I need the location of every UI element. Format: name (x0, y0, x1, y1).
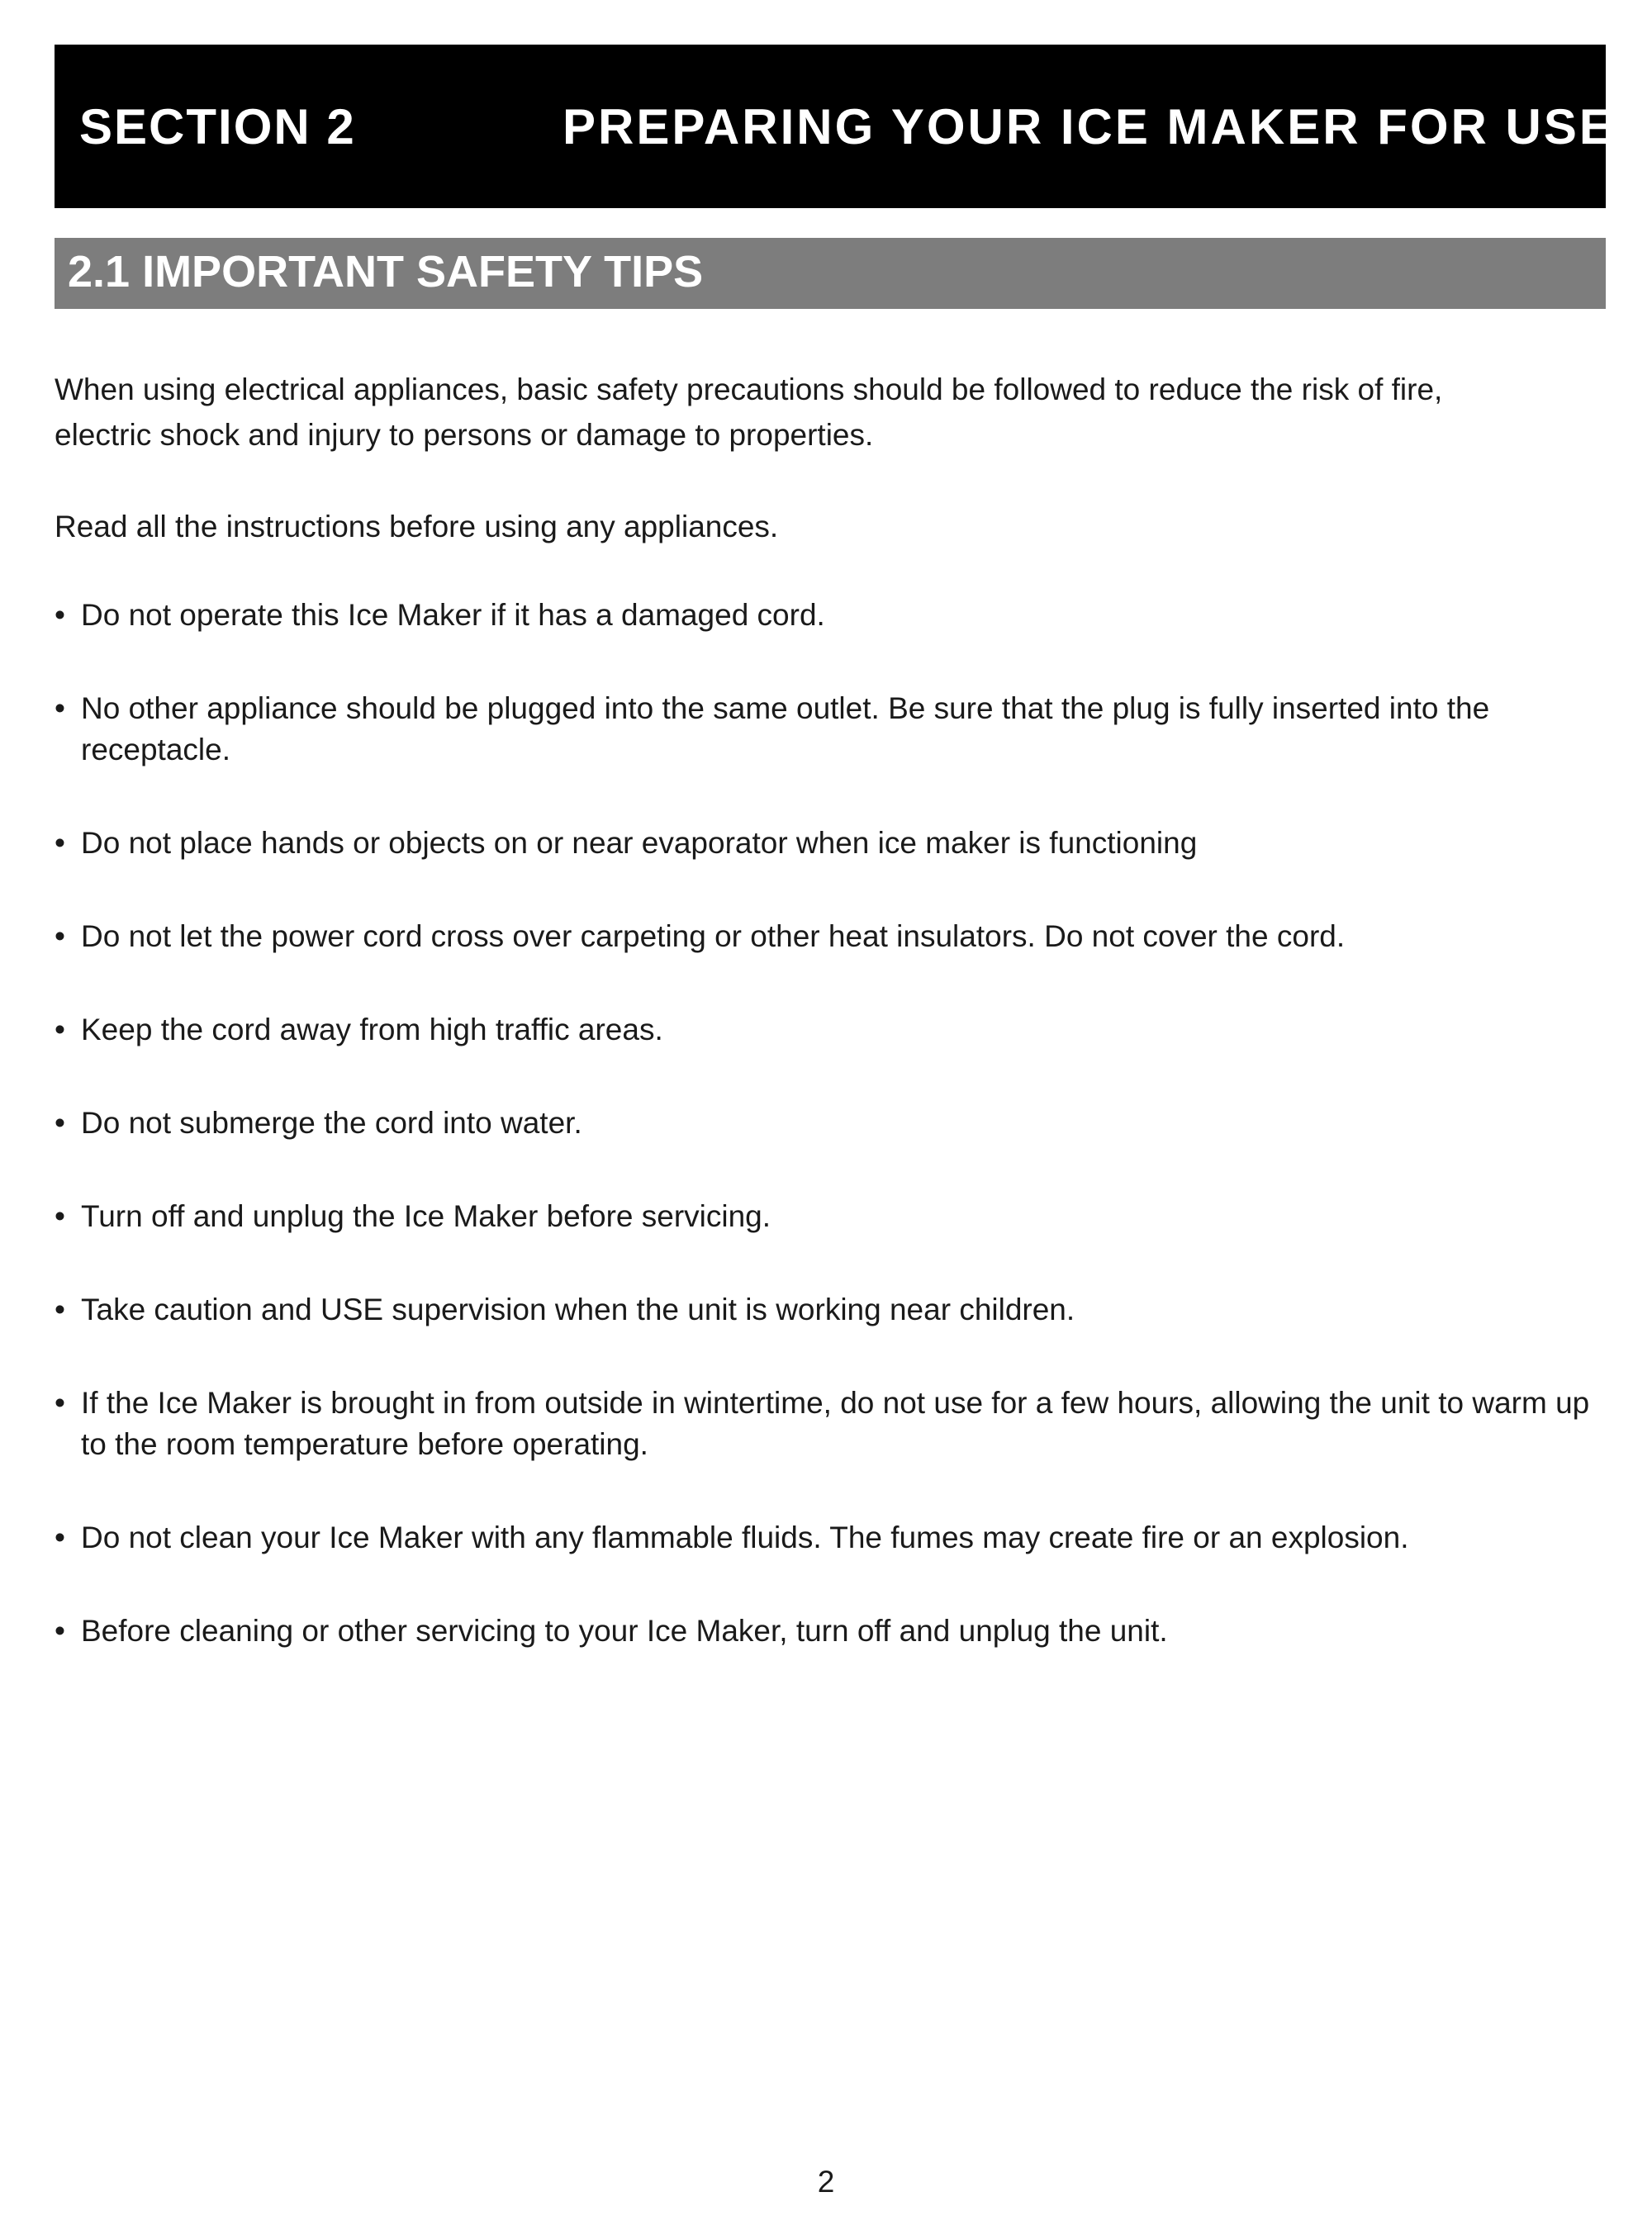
list-item (55, 823, 1607, 864)
list-item (55, 1517, 1607, 1559)
list-item-text: Turn off and unplug the Ice Maker before servicing. (81, 1199, 771, 1233)
list-item (55, 1383, 1607, 1465)
list-item (55, 595, 1607, 636)
page-number: 2 (817, 2165, 835, 2199)
list-item-text: Keep the cord away from high traffic areas. (81, 1013, 663, 1046)
list-item (55, 1103, 1607, 1144)
bullet-icon: • (55, 826, 65, 860)
bullet-icon: • (55, 919, 65, 953)
bullet-icon: • (55, 1013, 65, 1046)
list-item (55, 916, 1607, 957)
bullet-icon: • (55, 1293, 65, 1326)
bullet-icon: • (55, 1614, 65, 1648)
bullet-icon: • (55, 1386, 65, 1420)
section-title: PREPARING YOUR ICE MAKER FOR USE (563, 99, 1615, 154)
bullet-icon: • (55, 598, 65, 632)
list-item-text: No other appliance should be plugged into the same outlet. Be sure that the plug is fully inserted into the receptacle. (81, 691, 1490, 766)
list-item-text: Take caution and USE supervision when the unit is working near children. (81, 1293, 1075, 1326)
intro-paragraph: When using electrical appliances, basic safety precautions should be followed to reduce the risk of fire, electric shock and injury to persons or damage to properties. (55, 372, 1443, 452)
list-item-text: Do not let the power cord cross over carpeting or other heat insulators. Do not cover the cord. (81, 919, 1346, 953)
list-item (55, 1009, 1607, 1051)
list-item (55, 1196, 1607, 1237)
read-instructions-paragraph: Read all the instructions before using any appliances. (55, 510, 779, 543)
list-item-text: Do not submerge the cord into water. (81, 1106, 582, 1140)
list-item-text: If the Ice Maker is brought in from outside in wintertime, do not use for a few hours, allowing the unit to warm up to the room temperature before operating. (81, 1386, 1590, 1461)
bullet-icon: • (55, 691, 65, 725)
bullet-icon: • (55, 1106, 65, 1140)
bullet-icon: • (55, 1199, 65, 1233)
subsection-title: 2.1 IMPORTANT SAFETY TIPS (68, 247, 704, 297)
bullet-icon: • (55, 1521, 65, 1554)
subsection-header-bar (55, 238, 1606, 309)
list-item (55, 688, 1607, 771)
list-item-text: Do not clean your Ice Maker with any flammable fluids. The fumes may create fire or an explosion. (81, 1521, 1409, 1554)
list-item-text: Do not place hands or objects on or near evaporator when ice maker is functioning (81, 826, 1198, 860)
list-item (55, 1289, 1607, 1331)
list-item (55, 1611, 1607, 1652)
section-label: SECTION 2 (79, 99, 356, 154)
section-header-bar (55, 45, 1615, 208)
safety-tips-list (55, 595, 1607, 1704)
list-item-text: Do not operate this Ice Maker if it has a damaged cord. (81, 598, 825, 632)
list-item-text: Before cleaning or other servicing to your Ice Maker, turn off and unplug the unit. (81, 1614, 1168, 1648)
